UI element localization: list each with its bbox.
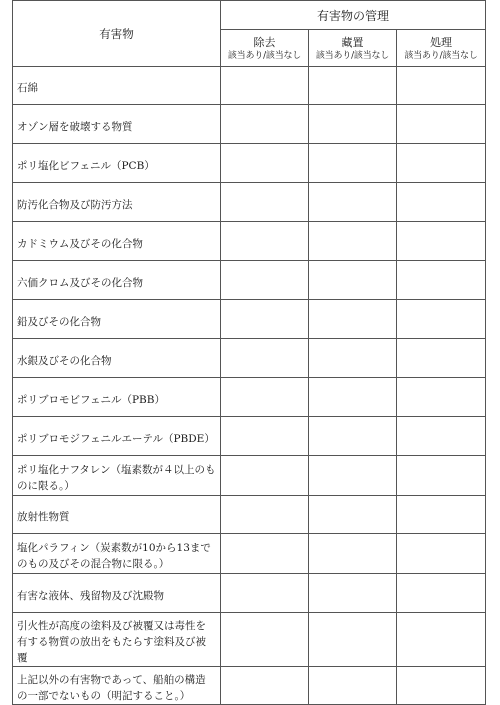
row-label: 上記以外の有害物であって、船舶の構造の一部でないもの（明記すること。） [13, 667, 221, 705]
column-name-disposal: 処理 [430, 35, 453, 49]
table-row [13, 496, 486, 534]
removal-cell[interactable] [221, 574, 309, 613]
removal-cell[interactable] [221, 613, 309, 667]
removal-cell[interactable] [221, 300, 309, 339]
storage-cell[interactable] [309, 496, 397, 534]
disposal-cell[interactable] [397, 300, 486, 339]
removal-cell[interactable] [221, 183, 309, 222]
row-label: 放射性物質 [13, 496, 221, 534]
disposal-cell[interactable] [397, 417, 486, 456]
table-row [13, 183, 486, 222]
row-label: 石綿 [13, 67, 221, 105]
table-row [13, 144, 486, 183]
row-label: 水銀及びその化合物 [13, 339, 221, 378]
column-options-disposal: 該当あり/該当なし [404, 50, 478, 61]
row-label: 防汚化合物及び防汚方法 [13, 183, 221, 222]
disposal-cell[interactable] [397, 105, 486, 144]
table-row [13, 105, 486, 144]
row-label: ポリ塩化ナフタレン（塩素数が４以上のものに限る。） [13, 456, 221, 496]
removal-cell[interactable] [221, 339, 309, 378]
table-row [13, 667, 486, 705]
row-label: カドミウム及びその化合物 [13, 222, 221, 261]
item-column-header [13, 1, 221, 67]
storage-cell[interactable] [309, 534, 397, 574]
removal-cell[interactable] [221, 222, 309, 261]
table-row [13, 574, 486, 613]
removal-cell[interactable] [221, 105, 309, 144]
row-label: 有害な液体、残留物及び沈殿物 [13, 574, 221, 613]
column-header-storage [309, 30, 397, 67]
disposal-cell[interactable] [397, 613, 486, 667]
storage-cell[interactable] [309, 417, 397, 456]
storage-cell[interactable] [309, 613, 397, 667]
table-row [13, 300, 486, 339]
table-row [13, 534, 486, 574]
storage-cell[interactable] [309, 300, 397, 339]
disposal-cell[interactable] [397, 261, 486, 300]
disposal-cell[interactable] [397, 496, 486, 534]
disposal-cell[interactable] [397, 144, 486, 183]
storage-cell[interactable] [309, 67, 397, 105]
disposal-cell[interactable] [397, 183, 486, 222]
removal-cell[interactable] [221, 456, 309, 496]
row-label: 引火性が高度の塗料及び被覆又は毒性を有する物質の放出をもたらす塗料及び被覆 [13, 613, 221, 667]
storage-cell[interactable] [309, 183, 397, 222]
table-row [13, 339, 486, 378]
storage-cell[interactable] [309, 222, 397, 261]
table-row [13, 456, 486, 496]
column-name-removal: 除去 [253, 35, 276, 49]
storage-cell[interactable] [309, 378, 397, 417]
row-label: 塩化パラフィン（炭素数が10から13までのもの及びその混合物に限る。） [13, 534, 221, 574]
table-row [13, 417, 486, 456]
table-row [13, 613, 486, 667]
removal-cell[interactable] [221, 261, 309, 300]
column-options-removal: 該当あり/該当なし [227, 50, 302, 61]
table-row [13, 222, 486, 261]
disposal-cell[interactable] [397, 456, 486, 496]
disposal-cell[interactable] [397, 534, 486, 574]
storage-cell[interactable] [309, 105, 397, 144]
disposal-cell[interactable] [397, 667, 486, 705]
storage-cell[interactable] [309, 456, 397, 496]
storage-cell[interactable] [309, 261, 397, 300]
removal-cell[interactable] [221, 496, 309, 534]
hazardous-materials-table [12, 0, 486, 705]
column-header-removal [221, 30, 309, 67]
table-row [13, 261, 486, 300]
column-header-disposal [397, 30, 486, 67]
row-label: 鉛及びその化合物 [13, 300, 221, 339]
disposal-cell[interactable] [397, 222, 486, 261]
storage-cell[interactable] [309, 339, 397, 378]
disposal-cell[interactable] [397, 67, 486, 105]
disposal-cell[interactable] [397, 378, 486, 417]
row-label: ポリブロモジフェニルエーテル（PBDE） [13, 417, 221, 456]
storage-cell[interactable] [309, 574, 397, 613]
table-row [13, 67, 486, 105]
table-row [13, 378, 486, 417]
management-group-header: 有害物の管理 [221, 1, 486, 30]
header-row-1 [13, 1, 486, 30]
disposal-cell[interactable] [397, 574, 486, 613]
row-label: オゾン層を破壊する物質 [13, 105, 221, 144]
column-options-storage: 該当あり/該当なし [315, 50, 390, 61]
removal-cell[interactable] [221, 67, 309, 105]
row-label: 六価クロム及びその化合物 [13, 261, 221, 300]
removal-cell[interactable] [221, 667, 309, 705]
row-label: ポリ塩化ビフェニル（PCB） [13, 144, 221, 183]
removal-cell[interactable] [221, 378, 309, 417]
removal-cell[interactable] [221, 534, 309, 574]
disposal-cell[interactable] [397, 339, 486, 378]
storage-cell[interactable] [309, 144, 397, 183]
row-label: ポリブロモビフェニル（PBB） [13, 378, 221, 417]
storage-cell[interactable] [309, 667, 397, 705]
removal-cell[interactable] [221, 417, 309, 456]
item-column-header-text: 有害物 [99, 26, 134, 41]
removal-cell[interactable] [221, 144, 309, 183]
column-name-storage: 藏置 [341, 35, 364, 49]
